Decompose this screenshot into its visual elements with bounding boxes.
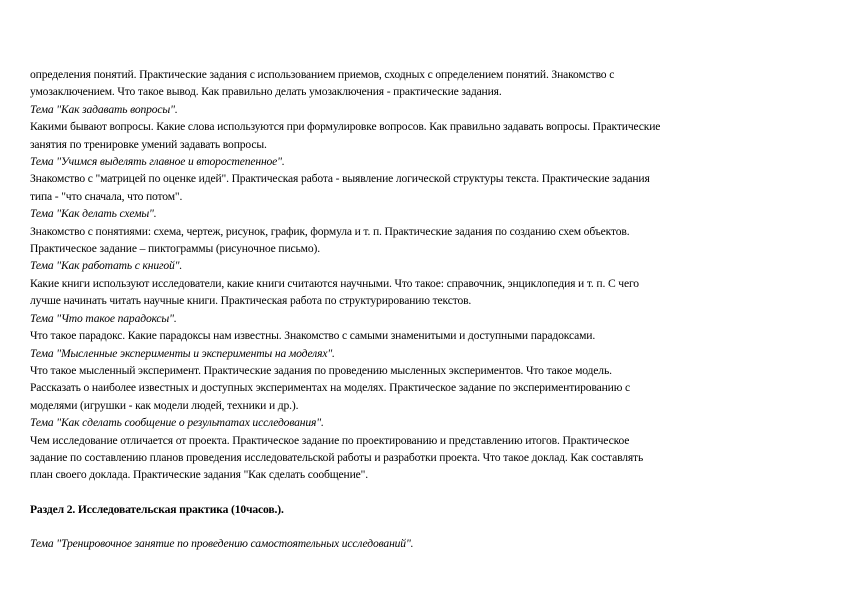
topic-heading: Тема "Как задавать вопросы". bbox=[30, 102, 178, 116]
body-text-line: занятия по тренировке умений задавать вопросы. bbox=[30, 137, 267, 151]
body-text-line: умозаключением. Что такое вывод. Как правильно делать умозаключения - практические задания. bbox=[30, 85, 502, 99]
topic-heading: Тема "Как делать схемы". bbox=[30, 207, 157, 221]
body-text-line: Практическое задание – пиктограммы (рисуночное письмо). bbox=[30, 242, 320, 256]
body-text-line: Рассказать о наиболее известных и доступных экспериментах на моделях. Практическое задание по экспериментированию с bbox=[30, 381, 630, 395]
topic-heading: Тема "Что такое парадоксы". bbox=[30, 311, 177, 325]
section-heading: Раздел 2. Исследовательская практика (10часов.). bbox=[30, 502, 284, 516]
document-page bbox=[30, 66, 815, 553]
body-text-line: Какими бывают вопросы. Какие слова используются при формулировке вопросов. Как правильно задавать вопросы. Практические bbox=[30, 120, 661, 134]
topic-heading: Тема "Как работать с книгой". bbox=[30, 259, 183, 273]
body-text-line: Какие книги используют исследователи, какие книги считаются научными. Что такое: справочник, энциклопедия и т. п. С чего bbox=[30, 276, 639, 290]
body-text-line: Чем исследование отличается от проекта. Практическое задание по проектированию и представлению итогов. Практическое bbox=[30, 433, 630, 447]
topic-heading-final: Тема "Тренировочное занятие по проведению самостоятельных исследований". bbox=[30, 537, 414, 551]
document-body bbox=[30, 66, 815, 484]
body-text-line: Знакомство с "матрицей по оценке идей". Практическая работа - выявление логической структуры текста. Практические задания bbox=[30, 172, 650, 186]
body-text-line: лучше начинать читать научные книги. Практическая работа по структурированию текстов. bbox=[30, 294, 472, 308]
topic-heading: Тема "Как сделать сообщение о результатах исследования". bbox=[30, 416, 324, 430]
topic-heading: Тема "Мысленные эксперименты и эксперименты на моделях". bbox=[30, 346, 335, 360]
topic-heading: Тема "Учимся выделять главное и второстепенное". bbox=[30, 155, 285, 169]
body-text-line: типа - "что сначала, что потом". bbox=[30, 189, 183, 203]
body-text-line: план своего доклада. Практические задания "Как сделать сообщение". bbox=[30, 468, 368, 482]
body-text-line: Что такое парадокс. Какие парадоксы нам известны. Знакомство с самыми знаменитыми и доступными парадоксами. bbox=[30, 329, 596, 343]
body-text-line: задание по составлению планов проведения исследовательской работы и разработки проекта. Что такое доклад. Как составлять bbox=[30, 450, 644, 464]
body-text-line: определения понятий. Практические задания с использованием приемов, сходных с определением понятий. Знакомство с bbox=[30, 68, 615, 81]
body-text-line: моделями (игрушки - как модели людей, техники и др.). bbox=[30, 398, 299, 412]
body-text-line: Что такое мысленный эксперимент. Практические задания по проведению мысленных экспериментов. Что такое модель. bbox=[30, 363, 612, 377]
body-text-line: Знакомство с понятиями: схема, чертеж, рисунок, график, формула и т. п. Практические задания по созданию схем объектов. bbox=[30, 224, 630, 238]
